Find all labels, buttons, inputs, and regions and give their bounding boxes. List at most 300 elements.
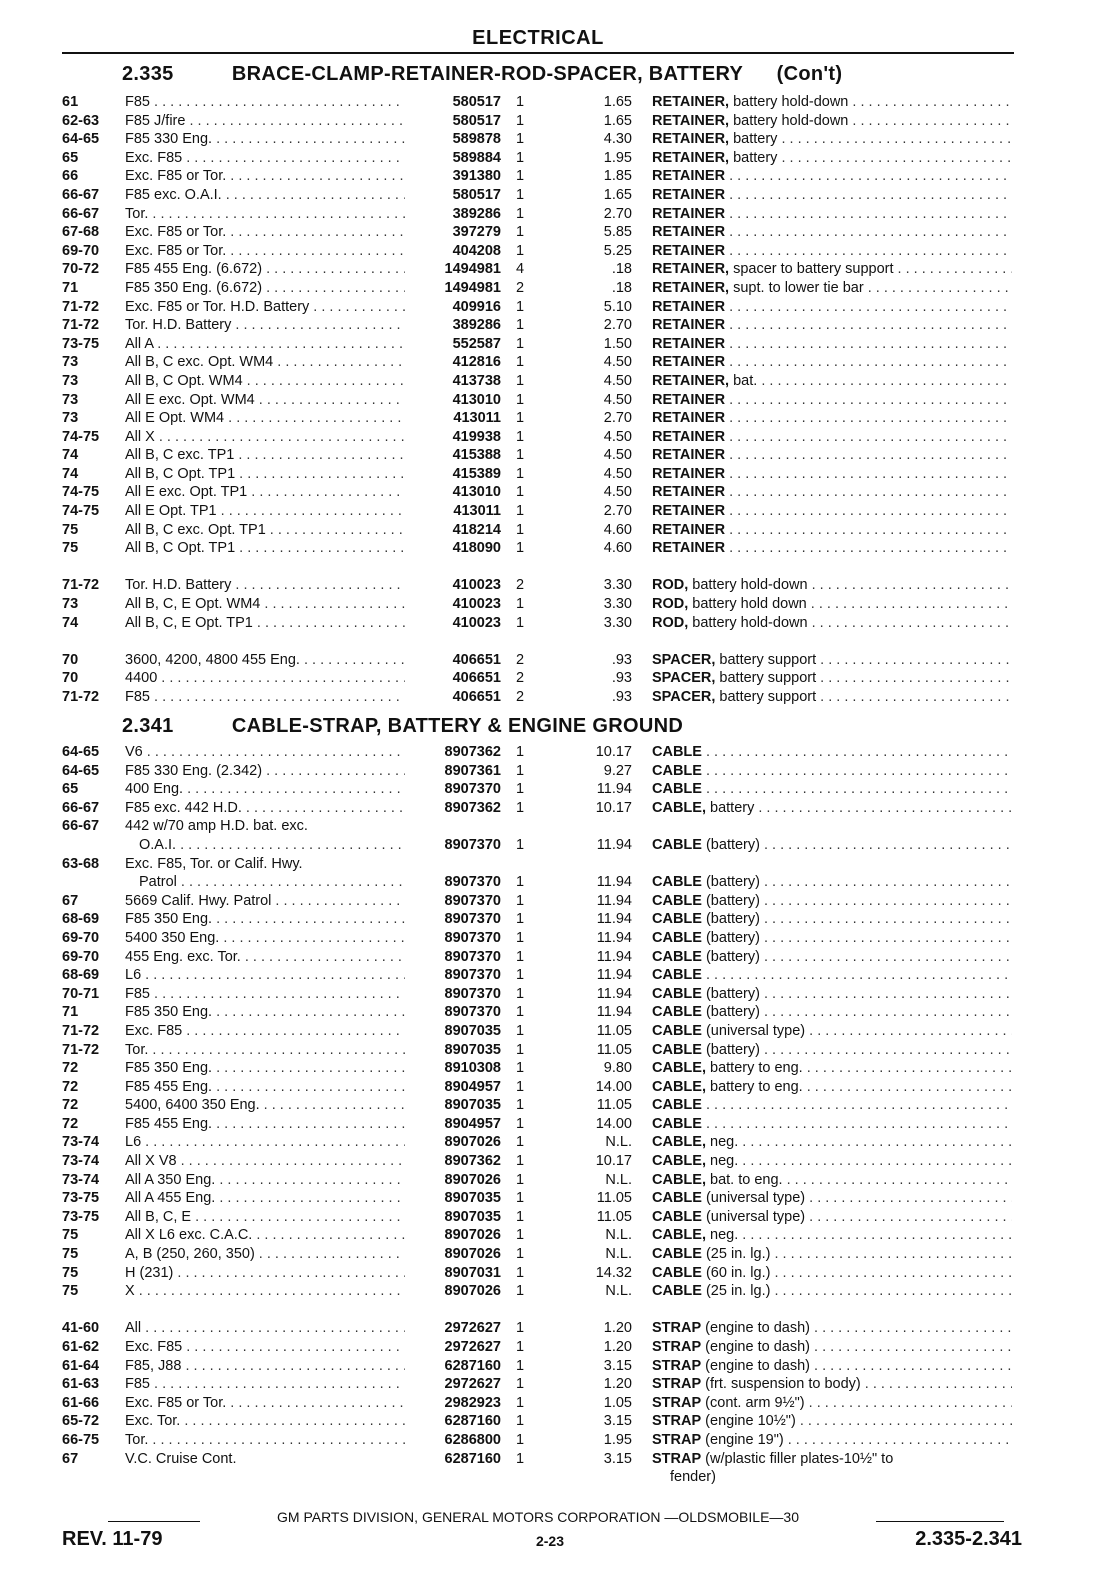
price: 11.05 (596, 1097, 632, 1114)
part-detail: battery (729, 149, 778, 166)
part-detail: (battery) (701, 985, 760, 1002)
section-number: 2.341 (122, 715, 174, 737)
part-number: 2972627 (405, 1338, 501, 1357)
description (652, 298, 1012, 317)
description (652, 1041, 1012, 1060)
price: 11.05 (596, 1208, 632, 1225)
description (652, 409, 1012, 428)
part-number: 415389 (405, 465, 501, 484)
part-name: CABLE (652, 929, 702, 946)
description (652, 316, 1012, 335)
model-years: 73 (62, 354, 79, 371)
table-row (62, 966, 1022, 985)
quantity: 1 (516, 836, 525, 853)
part-number: 1494981 (405, 279, 501, 298)
table-row (62, 242, 1022, 261)
part-number: 8907035 (405, 1041, 501, 1060)
part-name: RETAINER (652, 224, 726, 241)
quantity: 1 (516, 224, 525, 241)
table-row (62, 1059, 1022, 1078)
quantity: 1 (516, 1004, 525, 1021)
description (652, 1171, 1012, 1190)
model-years: 75 (62, 1264, 79, 1281)
table-row (62, 539, 1022, 558)
application-text: Tor. (125, 1431, 149, 1448)
quantity: 1 (516, 503, 525, 520)
price: 1.05 (603, 1394, 632, 1411)
model-years: 64-65 (62, 762, 100, 779)
part-number: 8907370 (405, 1003, 501, 1022)
price: 1.65 (603, 112, 632, 129)
quantity: 1 (516, 1450, 525, 1467)
part-number: 413011 (405, 502, 501, 521)
part-name: CABLE, (652, 1060, 706, 1077)
part-name: RETAINER (652, 242, 726, 259)
part-detail: battery support (715, 670, 817, 687)
parts-table-2341 (62, 743, 1022, 1487)
price: 1.95 (603, 1431, 632, 1448)
quantity: 2 (516, 670, 525, 687)
application-text: Exc. Tor. (125, 1413, 181, 1430)
table-row (62, 205, 1022, 224)
description (652, 1264, 1012, 1283)
application-text: F85 330 Eng. (2.342) (125, 762, 263, 779)
description (652, 669, 1012, 688)
part-name: RETAINER, (652, 261, 730, 278)
footer-publisher-text: GM PARTS DIVISION, GENERAL MOTORS CORPORATION —OLDSMOBILE—30 (277, 1509, 799, 1525)
part-number: 8907370 (405, 873, 501, 892)
part-name: CABLE (652, 762, 702, 779)
quantity: 1 (516, 1115, 525, 1132)
price: 4.60 (603, 521, 632, 538)
price: 4.50 (603, 354, 632, 371)
price: 14.32 (595, 1264, 632, 1281)
description (652, 1282, 1012, 1301)
description (652, 595, 1012, 614)
table-row (62, 298, 1022, 317)
part-name: RETAINER (652, 521, 726, 538)
part-detail: neg. (705, 1227, 739, 1244)
price: 1.20 (603, 1376, 632, 1393)
application-text: All X L6 exc. C.A.C. (125, 1227, 253, 1244)
quantity: 1 (516, 1339, 525, 1355)
description (652, 892, 1012, 911)
part-detail: battery support (715, 689, 817, 705)
part-name: ROD, (652, 614, 689, 631)
model-years: 68-69 (62, 967, 100, 984)
part-name: RETAINER, (652, 112, 730, 129)
table-row (62, 1264, 1022, 1283)
model-years: 61 (62, 94, 79, 110)
quantity: 1 (516, 1431, 525, 1448)
price: .18 (611, 261, 632, 278)
application-text: All B, C Opt. TP1 (125, 465, 236, 482)
application-text: V.C. Cruise Cont. (125, 1450, 237, 1467)
table-row (62, 1022, 1022, 1041)
part-name: CABLE (652, 1097, 702, 1114)
page-title: ELECTRICAL (472, 27, 604, 49)
model-years: 74 (62, 614, 79, 631)
application-text: F85, J88 (125, 1357, 182, 1374)
price: 4.50 (603, 465, 632, 482)
part-number: 410023 (405, 595, 501, 614)
table-row (62, 1189, 1022, 1208)
price: 11.94 (596, 1004, 632, 1021)
table-row (62, 1338, 1022, 1357)
price: 11.94 (596, 836, 632, 853)
price: 9.80 (603, 1060, 632, 1077)
part-detail: (universal type) (701, 1190, 806, 1207)
application-text: Tor. (125, 205, 149, 222)
description (652, 167, 1012, 186)
model-years: 61-66 (62, 1394, 100, 1411)
application-text: L6 (125, 967, 142, 984)
part-number: 580517 (405, 93, 501, 112)
description (652, 465, 1012, 484)
part-number: 8904957 (405, 1115, 501, 1134)
description (652, 1450, 1012, 1469)
price: 11.94 (596, 911, 632, 928)
price: 4.50 (603, 428, 632, 445)
price: 3.30 (603, 577, 632, 594)
price: 3.30 (603, 614, 632, 631)
part-number: 580517 (405, 186, 501, 205)
part-name: STRAP (652, 1320, 702, 1337)
part-number: 391380 (405, 167, 501, 186)
quantity: 1 (516, 1060, 525, 1077)
part-name: STRAP (652, 1339, 702, 1355)
part-name: STRAP (652, 1376, 702, 1393)
part-number: 2972627 (405, 1319, 501, 1338)
description (652, 985, 1012, 1004)
model-years: 69-70 (62, 929, 100, 946)
application-text: Patrol (139, 874, 177, 891)
price: 11.94 (596, 781, 632, 798)
model-years: 66-67 (62, 186, 100, 203)
part-number: 589878 (405, 130, 501, 149)
part-detail: battery hold-down (729, 94, 849, 110)
part-number: 8907370 (405, 780, 501, 799)
table-row (62, 688, 1022, 707)
model-years: 66-75 (62, 1431, 100, 1448)
part-number: 8907031 (405, 1264, 501, 1283)
table-row (62, 669, 1022, 688)
price: N.L. (605, 1227, 632, 1244)
part-detail: battery hold-down (688, 577, 808, 594)
table-row (62, 279, 1022, 298)
description (652, 335, 1012, 354)
description (652, 1319, 1012, 1338)
part-name: CABLE, (652, 1171, 706, 1188)
description (652, 205, 1012, 224)
quantity: 2 (516, 577, 525, 594)
part-number: 410023 (405, 576, 501, 595)
quantity: 1 (516, 131, 525, 148)
part-detail: (engine to dash) (701, 1339, 810, 1355)
application-text: F85 350 Eng. (6.672) (125, 279, 263, 296)
part-number: 8907370 (405, 910, 501, 929)
part-number: 415388 (405, 446, 501, 465)
part-number: 8907370 (405, 892, 501, 911)
quantity: 1 (516, 317, 525, 334)
section-range: 2.335-2.341 (915, 1528, 1022, 1550)
part-number: 397279 (405, 223, 501, 242)
application-text: All A 455 Eng. (125, 1190, 216, 1207)
part-number: 8907026 (405, 1133, 501, 1152)
table-row (62, 576, 1022, 595)
application-text: Tor. (125, 1041, 149, 1058)
description (652, 112, 1012, 131)
model-years: 74-75 (62, 503, 100, 520)
quantity: 1 (516, 762, 525, 779)
section-heading: CABLE-STRAP, BATTERY & ENGINE GROUND (231, 715, 684, 737)
quantity: 1 (516, 1357, 525, 1374)
price: 1.20 (603, 1339, 632, 1355)
price: 2.70 (603, 410, 632, 427)
quantity: 1 (516, 391, 525, 408)
quantity: 1 (516, 1078, 525, 1095)
table-row (62, 1375, 1022, 1394)
application-text: All (125, 1320, 142, 1337)
price: 1.65 (603, 94, 632, 110)
quantity: 1 (516, 354, 525, 371)
quantity: 1 (516, 1134, 525, 1151)
table-row (62, 762, 1022, 781)
application-text: All A (125, 335, 154, 352)
part-name: RETAINER (652, 484, 726, 501)
part-name: CABLE, (652, 1153, 706, 1170)
model-years: 75 (62, 1246, 79, 1263)
quantity: 1 (516, 205, 525, 222)
price: 4.30 (603, 131, 632, 148)
table-row (62, 614, 1022, 633)
application-text: Exc. F85 or Tor. (125, 1394, 227, 1411)
table-row (62, 910, 1022, 929)
part-number: 406651 (405, 651, 501, 670)
quantity: 1 (516, 911, 525, 928)
model-years: 71-72 (62, 689, 100, 705)
part-number: 412816 (405, 353, 501, 372)
price: 10.17 (595, 744, 632, 760)
part-number: 389286 (405, 205, 501, 224)
model-years: 66-67 (62, 799, 100, 816)
part-number: 6287160 (405, 1450, 501, 1469)
part-name: CABLE, (652, 799, 706, 816)
row-spacer (62, 1301, 1022, 1320)
table-row (62, 149, 1022, 168)
description (652, 836, 1012, 855)
table-row (62, 167, 1022, 186)
part-name: RETAINER (652, 186, 726, 203)
description (652, 93, 1012, 112)
model-years: 73 (62, 410, 79, 427)
part-name: CABLE (652, 1115, 702, 1132)
description (652, 576, 1012, 595)
part-name: CABLE, (652, 1227, 706, 1244)
model-years: 69-70 (62, 242, 100, 259)
application-text: Tor. H.D. Battery (125, 317, 232, 334)
price: 4.50 (603, 372, 632, 389)
price: 10.17 (595, 1153, 632, 1170)
price: N.L. (605, 1246, 632, 1263)
model-years: 66-67 (62, 205, 100, 222)
table-row (62, 1468, 1022, 1487)
table-row (62, 855, 1022, 874)
description (652, 130, 1012, 149)
part-number: 8907035 (405, 1189, 501, 1208)
quantity: 1 (516, 1190, 525, 1207)
table-row (62, 1041, 1022, 1060)
table-row (62, 1152, 1022, 1171)
part-detail: (frt. suspension to body) (701, 1376, 861, 1393)
section-number: 2.335 (122, 63, 174, 85)
part-name: ROD, (652, 596, 689, 613)
table-row (62, 186, 1022, 205)
part-detail: (battery) (701, 911, 760, 928)
quantity: 1 (516, 94, 525, 110)
application-text: F85 350 Eng. (125, 1060, 213, 1077)
price: 11.94 (596, 874, 632, 891)
price: 3.15 (603, 1413, 632, 1430)
price: N.L. (605, 1283, 632, 1300)
part-name: RETAINER (652, 447, 726, 464)
part-name: CABLE (652, 1208, 702, 1225)
table-row (62, 873, 1022, 892)
description (652, 1357, 1012, 1376)
description (652, 539, 1012, 558)
model-years: 74 (62, 465, 79, 482)
model-years: 73 (62, 391, 79, 408)
part-detail: battery to eng. (705, 1060, 803, 1077)
quantity: 1 (516, 1153, 525, 1170)
part-name: RETAINER (652, 205, 726, 222)
description (652, 1152, 1012, 1171)
part-number: 8907026 (405, 1245, 501, 1264)
quantity: 1 (516, 614, 525, 631)
part-detail: (battery) (701, 1041, 760, 1058)
application-text: X (125, 1283, 135, 1300)
model-years: 75 (62, 1283, 79, 1300)
price: 9.27 (603, 762, 632, 779)
model-years: 71 (62, 279, 79, 296)
application-text: V6 (125, 744, 143, 760)
model-years: 66 (62, 168, 79, 185)
quantity: 1 (516, 465, 525, 482)
quantity: 1 (516, 781, 525, 798)
page-number: 2-23 (535, 1533, 565, 1549)
part-detail: (25 in. lg.) (701, 1283, 771, 1300)
quantity: 1 (516, 372, 525, 389)
table-row (62, 817, 1022, 836)
description (652, 353, 1012, 372)
quantity: 1 (516, 1246, 525, 1263)
part-name: CABLE (652, 1264, 702, 1281)
quantity: 1 (516, 521, 525, 538)
footer-publisher (62, 1507, 1014, 1527)
model-years: 74 (62, 447, 79, 464)
application (125, 855, 461, 874)
model-years: 73-75 (62, 1190, 100, 1207)
part-name: CABLE (652, 1004, 702, 1021)
price: .93 (611, 651, 632, 668)
part-number: 6286800 (405, 1431, 501, 1450)
part-number: 8907035 (405, 1096, 501, 1115)
part-number: 406651 (405, 688, 501, 707)
quantity: 1 (516, 335, 525, 352)
model-years: 75 (62, 521, 79, 538)
model-years: 61-63 (62, 1376, 100, 1393)
description (652, 1208, 1012, 1227)
part-name: CABLE (652, 836, 702, 853)
table-row (62, 409, 1022, 428)
table-row (62, 799, 1022, 818)
description (652, 1115, 1012, 1134)
quantity: 4 (516, 261, 525, 278)
part-name: CABLE (652, 1022, 702, 1039)
part-name: CABLE (652, 1041, 702, 1058)
model-years: 66-67 (62, 818, 100, 835)
application-text: Exc. F85 or Tor. (125, 242, 227, 259)
quantity: 1 (516, 242, 525, 259)
application-text: F85 455 Eng. (125, 1078, 213, 1095)
price: 4.50 (603, 447, 632, 464)
part-name: RETAINER (652, 335, 726, 352)
price: 1.85 (603, 168, 632, 185)
model-years: 73-74 (62, 1171, 100, 1188)
table-row (62, 1282, 1022, 1301)
part-detail: battery (705, 799, 755, 816)
quantity: 1 (516, 1041, 525, 1058)
table-row (62, 948, 1022, 967)
application-text: All B, C, E Opt. WM4 (125, 596, 261, 613)
application-text: 442 w/70 amp H.D. bat. exc. (125, 818, 308, 835)
part-detail: battery hold-down (688, 614, 808, 631)
quantity: 1 (516, 1227, 525, 1244)
quantity: 1 (516, 1022, 525, 1039)
price: 11.94 (596, 929, 632, 946)
part-detail: (battery) (701, 929, 760, 946)
description (652, 762, 1012, 781)
part-number: 8904957 (405, 1078, 501, 1097)
application-text: 5400, 6400 350 Eng. (125, 1097, 260, 1114)
description (652, 1245, 1012, 1264)
description (652, 910, 1012, 929)
table-row (62, 1133, 1022, 1152)
price: 3.15 (603, 1450, 632, 1467)
part-number: 413011 (405, 409, 501, 428)
section-heading: BRACE-CLAMP-RETAINER-ROD-SPACER, BATTERY (231, 63, 743, 85)
part-name: RETAINER (652, 540, 726, 557)
price: 11.05 (596, 1022, 632, 1039)
part-name: RETAINER (652, 428, 726, 445)
part-detail: (universal type) (701, 1208, 806, 1225)
part-detail: (60 in. lg.) (701, 1264, 771, 1281)
description (652, 391, 1012, 410)
part-name: RETAINER, (652, 372, 730, 389)
application-text: Exc. F85 (125, 1022, 183, 1039)
quantity: 2 (516, 651, 525, 668)
description (652, 1375, 1012, 1394)
description (652, 948, 1012, 967)
section-continued: (Con't) (776, 63, 843, 85)
quantity: 1 (516, 447, 525, 464)
part-number: 8907361 (405, 762, 501, 781)
model-years: 72 (62, 1115, 79, 1132)
row-spacer (62, 632, 1022, 651)
part-number: 8907035 (405, 1208, 501, 1227)
parts-table-2335 (62, 93, 1022, 707)
model-years: 73 (62, 372, 79, 389)
